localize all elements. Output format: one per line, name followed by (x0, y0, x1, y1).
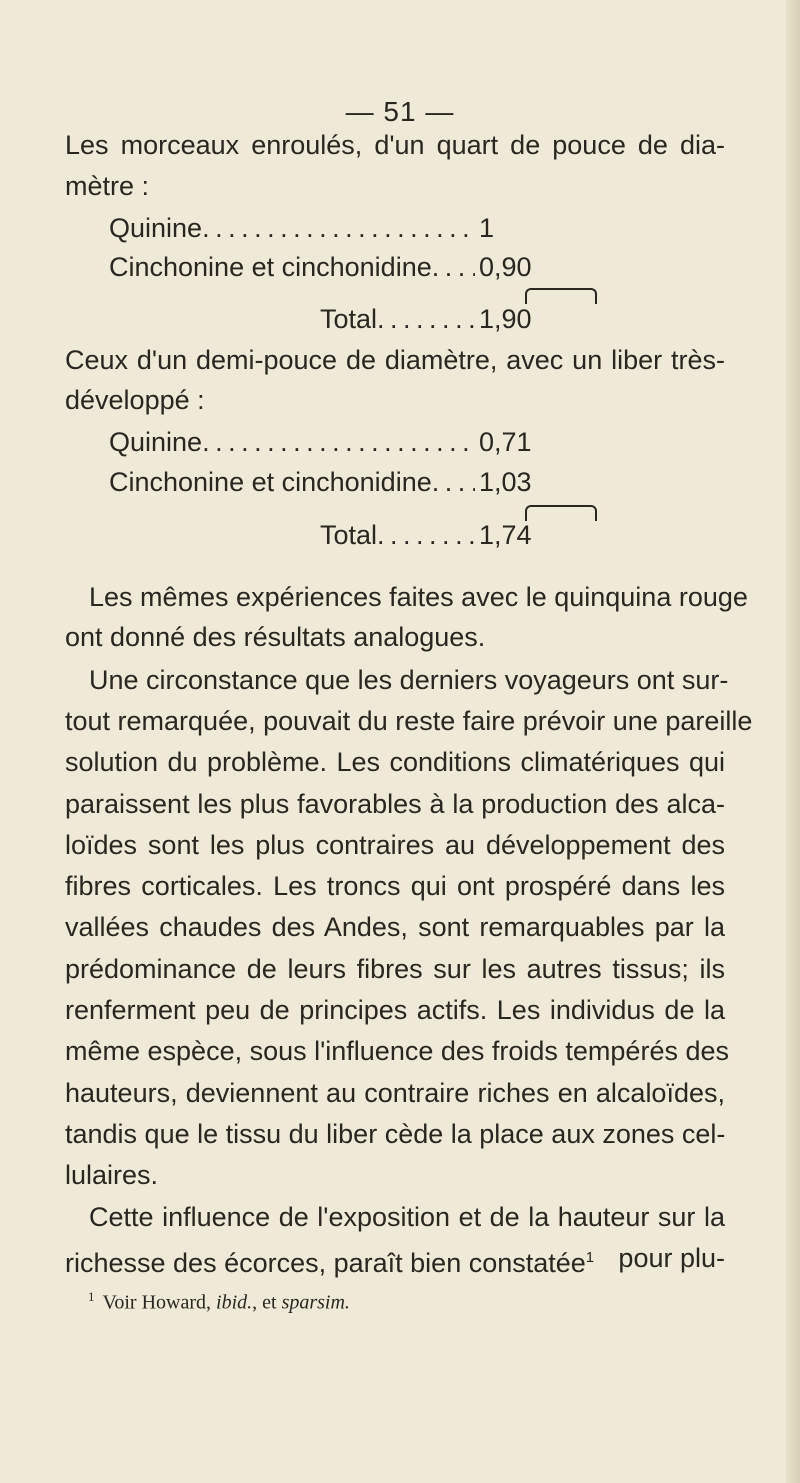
text-fragment (65, 1241, 594, 1280)
row-value: 1 (479, 213, 495, 243)
page-edge-shadow (786, 0, 800, 1483)
leader-dots (432, 250, 475, 284)
row-value: 1,03 (479, 467, 532, 497)
total-label: Total (320, 304, 378, 334)
text-line: ont donné des résultats analogues. (65, 622, 486, 652)
text-run: richesse des écorces, paraît bien constatée (65, 1248, 586, 1278)
table-row (109, 250, 539, 284)
total-label: Total (320, 520, 378, 550)
text-line: Cette influence de l'exposition et de la hauteur sur la (89, 1202, 725, 1232)
row-label: Cinchonine et cinchonidine (109, 467, 432, 497)
footnote-mid: , et (252, 1291, 282, 1314)
text-line: vallées chaudes des Andes, sont remarquables par la (65, 912, 725, 942)
text-line: renferment peu de principes actifs. Les individus de la (65, 995, 725, 1025)
text-line: Une circonstance que les derniers voyageurs ont sur- (89, 665, 729, 695)
text-line: hauteurs, deviennent au contraire riches en alcaloïdes, (65, 1078, 725, 1108)
text-line: lulaires. (65, 1160, 159, 1190)
row-value: 0,71 (479, 427, 532, 457)
text-line: tandis que le tissu du liber cède la place aux zones cel- (65, 1119, 726, 1149)
text-line: paraissent les plus favorables à la production des alca- (65, 789, 725, 819)
row-label: Quinine (109, 427, 203, 457)
leader-dots (202, 425, 475, 459)
text-line: loïdes sont les plus contraires au développement des (65, 830, 725, 860)
text-line: même espèce, sous l'influence des froids tempérés des (65, 1036, 729, 1066)
leader-dots (432, 465, 475, 499)
footnote-ibid: ibid. (216, 1291, 253, 1314)
text-line: développé : (65, 385, 205, 415)
total-value: 1,90 (479, 304, 532, 334)
text-line: Les morceaux enroulés, d'un quart de pouce de dia- (65, 130, 725, 160)
table-row (109, 465, 539, 499)
total-value: 1,74 (479, 520, 532, 550)
total-row (320, 518, 539, 552)
text-line: Les mêmes expériences faites avec le quinquina rouge (89, 582, 748, 612)
total-row (320, 302, 539, 336)
table-row (109, 425, 539, 459)
row-label: Cinchonine et cinchonidine (109, 252, 432, 282)
footnote-text: Voir Howard, (102, 1291, 217, 1314)
text-line: Ceux d'un demi-pouce de diamètre, avec un liber très- (65, 345, 725, 375)
page-number: — 51 — (345, 96, 455, 127)
table-row (109, 211, 539, 245)
text-line: prédominance de leurs fibres sur les autres tissus; ils (65, 954, 725, 984)
text-line (65, 1241, 725, 1280)
footnote-ref: 1 (585, 1249, 595, 1266)
text-line: mètre : (65, 171, 150, 201)
text-run: pour plu- (618, 1243, 725, 1273)
leader-dots (202, 211, 475, 245)
row-value: 0,90 (479, 252, 532, 282)
leader-dots (377, 518, 475, 552)
text-line: tout remarquée, pouvait du reste faire prévoir une pareille (65, 706, 753, 736)
footnote-sparsim: sparsim. (281, 1291, 350, 1314)
footnote-mark: 1 (88, 1289, 95, 1304)
row-label: Quinine (109, 213, 203, 243)
text-line: fibres corticales. Les troncs qui ont prospéré dans les (65, 871, 725, 901)
leader-dots (377, 302, 475, 336)
footnote (88, 1289, 350, 1315)
text-line: solution du problème. Les conditions climatériques qui (65, 747, 725, 777)
